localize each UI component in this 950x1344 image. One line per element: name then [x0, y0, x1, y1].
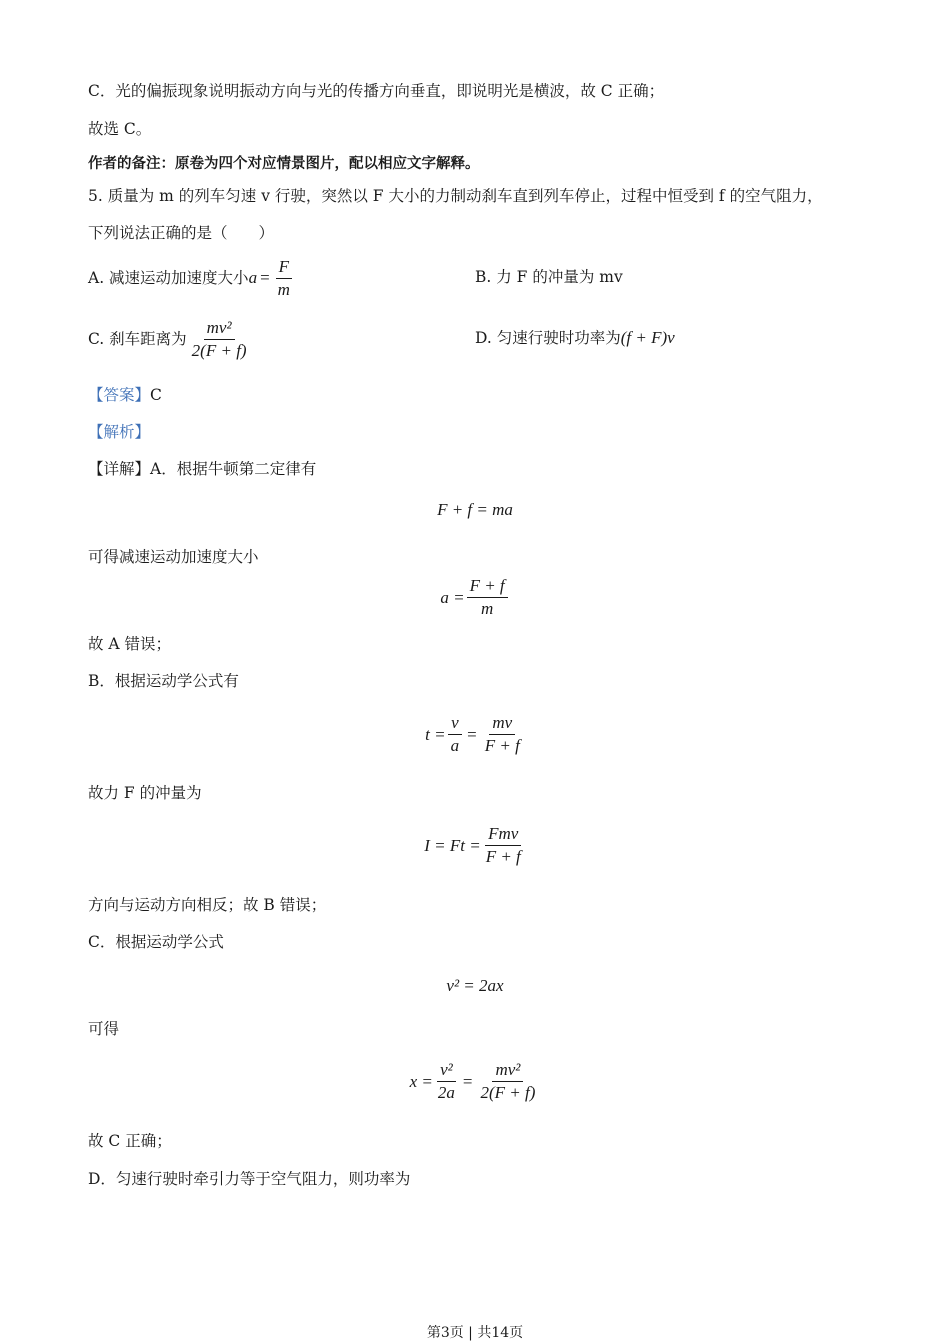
option-a-denominator: m: [277, 279, 290, 299]
question-5-stem-line1: 5. 质量为 m 的列车匀速 v 行驶，突然以 F 大小的力制动刹车直到列车停止，过程中恒受到 f 的空气阻力，: [88, 187, 823, 205]
eq4-lhs: I = Ft =: [424, 835, 481, 855]
option-a: A. 减速运动加速度大小 a = $\frac{F}{m}$: [88, 255, 295, 301]
eq2-fraction: [467, 576, 508, 619]
detail-label: 【详解】: [88, 460, 151, 478]
obtain-line: 可得: [88, 1020, 120, 1038]
eq4-numerator: Fmv: [485, 824, 521, 846]
b-wrong-line: 方向与运动方向相反；故 B 错误；: [88, 896, 327, 914]
option-c-previous-explanation: C．光的偏振现象说明振动方向与光的传播方向垂直，即说明光是横波，故 C 正确；: [88, 82, 665, 100]
equation-time: t = $\frac{v}{a}$ = $\frac{mv}{F + f}$: [0, 713, 950, 756]
equation-distance: x = $\frac{\text{v²}}{2a}$ = $\frac{\text{mv²}}{2(F + f)}$: [0, 1060, 950, 1103]
option-c-fraction: [189, 318, 250, 361]
eq3-fraction-2: [482, 713, 523, 756]
option-a-fraction: [275, 257, 293, 300]
eq6-numerator-1: v²: [437, 1060, 456, 1082]
d-intro-line: D．匀速行驶时牵引力等于空气阻力，则功率为: [88, 1170, 411, 1188]
option-c: [88, 314, 252, 364]
eq6-numerator-2: mv²: [492, 1060, 523, 1082]
eq6-denominator-2: 2(F + f): [480, 1083, 536, 1102]
b-intro-line: B．根据运动学公式有: [88, 672, 239, 690]
eq6-lhs: x =: [409, 1071, 433, 1091]
option-b: B. 力 F 的冲量为 mv: [475, 268, 623, 286]
answer-value: C: [150, 386, 162, 404]
option-a-lhs: a: [248, 268, 258, 287]
choose-c-line: 故选 C。: [88, 120, 152, 138]
equation-acceleration: [0, 576, 950, 619]
c-right-line: 故 C 正确；: [88, 1132, 172, 1150]
eq3-numerator-1: v: [448, 713, 462, 735]
detail-a-text: A．根据牛顿第二定律有: [150, 460, 317, 478]
impulse-intro-line: 故力 F 的冲量为: [88, 784, 202, 802]
eq2-lhs: a =: [440, 587, 465, 607]
question-5-stem-line2: 下列说法正确的是（ ）: [88, 224, 275, 242]
eq3-denominator-2: F + f: [484, 736, 520, 755]
answer-line: [88, 384, 162, 406]
c-intro-line: C．根据运动学公式: [88, 933, 224, 951]
eq3-denominator-1: a: [450, 736, 460, 755]
author-note: 作者的备注：原卷为四个对应情景图片，配以相应文字解释。: [88, 156, 480, 172]
eq6-fraction-1: [435, 1060, 458, 1103]
a-wrong-line: 故 A 错误；: [88, 635, 172, 653]
eq2-numerator: F + f: [467, 576, 508, 598]
eq6-denominator-1: 2a: [437, 1083, 455, 1102]
equation-impulse: [0, 824, 950, 867]
eq3-numerator-2: mv: [489, 713, 515, 735]
detail-line-a: [88, 458, 316, 480]
option-d-expression: (f + F)v: [620, 328, 675, 347]
decel-magnitude-line: 可得减速运动加速度大小: [88, 548, 259, 566]
eq6-fraction-2: [477, 1060, 538, 1103]
option-a-numerator: F: [276, 257, 292, 279]
eq2-denominator: m: [480, 599, 494, 618]
answer-label: 【答案】: [88, 386, 151, 404]
option-d-text: D. 匀速行驶时功率为: [475, 329, 621, 347]
eq3-lhs: t =: [425, 724, 446, 744]
option-c-text: C. 刹车距离为: [88, 330, 187, 348]
eq4-denominator: F + f: [485, 847, 521, 866]
equation-kinematics: v² = 2ax: [446, 976, 504, 995]
option-c-numerator: mv²: [204, 318, 235, 340]
option-c-denominator: 2(F + f): [191, 340, 247, 360]
option-a-text: A. 减速运动加速度大小: [88, 269, 249, 287]
page-footer: 第3页 | 共14页: [426, 1325, 524, 1341]
option-d: [475, 327, 675, 349]
eq3-fraction-1: [448, 713, 463, 756]
equation-newton-second-law: F + f = ma: [437, 500, 513, 519]
analysis-label: 【解析】: [88, 423, 151, 441]
eq4-fraction: [483, 824, 524, 867]
